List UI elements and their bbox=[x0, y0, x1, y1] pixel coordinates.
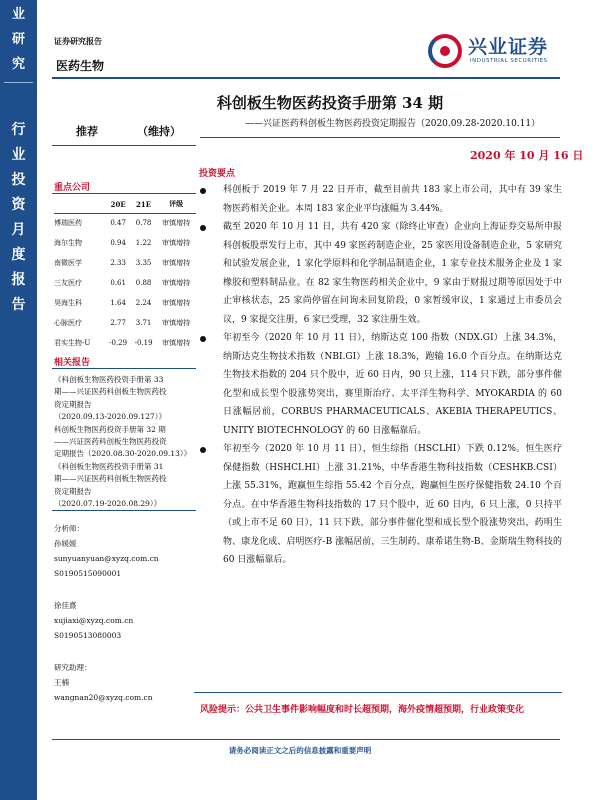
related-report-line[interactable]: 定期报告（2020.08.30-2020.09.13）》 bbox=[54, 449, 192, 459]
analyst-email[interactable]: xujiaxi@xyzq.com.cn bbox=[54, 616, 134, 625]
analyst-cert: S0190515090001 bbox=[54, 569, 122, 578]
eps-21e: 3.35 bbox=[135, 259, 152, 267]
analyst-email[interactable]: wangnan20@xyzq.com.cn bbox=[54, 693, 153, 702]
table-header-cell: 评级 bbox=[156, 196, 196, 213]
footer-divider bbox=[52, 739, 560, 740]
related-report-line[interactable]: 《科创板生物医药投资手册第 31 bbox=[54, 461, 164, 471]
rating-divider bbox=[52, 145, 196, 146]
industry-label: 医药生物 bbox=[56, 59, 105, 73]
report-subtitle: ——兴证医药科创板生物医药投资定期报告（2020.09.28-2020.10.11） bbox=[245, 119, 541, 129]
rating-cell: 审慎增持 bbox=[162, 279, 191, 287]
table-header-cell: 21E bbox=[131, 196, 156, 213]
report-date: 2020 年 10 月 16 日 bbox=[470, 149, 584, 162]
bullet-item bbox=[200, 181, 562, 218]
risk-divider bbox=[194, 692, 562, 693]
band-char: 投 bbox=[11, 172, 26, 188]
company-name: 南微医学 bbox=[54, 259, 82, 267]
report-type: 证券研究报告 bbox=[54, 36, 102, 46]
report-title: 科创板生物医药投资手册第 34 期 bbox=[216, 94, 444, 112]
eps-21e: 2.24 bbox=[135, 299, 152, 307]
rating-cell: 审慎增持 bbox=[162, 239, 191, 247]
rating-cell: 审慎增持 bbox=[162, 299, 191, 307]
table-header-cell: 20E bbox=[105, 196, 130, 213]
table-header-row bbox=[54, 196, 196, 213]
company-name: 昊海生科 bbox=[54, 299, 82, 307]
related-reports-list bbox=[54, 374, 198, 510]
investment-points bbox=[200, 181, 562, 570]
top-rule bbox=[200, 137, 560, 138]
band-char: 行 bbox=[11, 122, 26, 138]
table-header-cell bbox=[54, 196, 105, 213]
bullet-dot-icon bbox=[200, 188, 206, 194]
band-char: 研 bbox=[11, 32, 25, 47]
rating-cell: 审慎增持 bbox=[162, 219, 191, 228]
analyst-role: 研究助理： bbox=[54, 663, 92, 672]
related-report-line[interactable]: （2020.09.13-2020.09.127）》 bbox=[54, 412, 166, 422]
band-vertical-label bbox=[0, 118, 37, 318]
eps-20e: 2.77 bbox=[110, 319, 126, 327]
band-char: 告 bbox=[11, 297, 26, 313]
related-report-line[interactable]: （2020.07.19-2020.08.29）》 bbox=[54, 499, 162, 509]
related-report-line[interactable]: 资定期报告 bbox=[54, 486, 92, 496]
eps-20e: -0.29 bbox=[109, 339, 128, 347]
eps-21e: 3.71 bbox=[135, 319, 152, 327]
analyst-cert: S0190513080003 bbox=[54, 631, 122, 640]
table-row bbox=[54, 293, 196, 313]
company-name: 三友医疗 bbox=[54, 279, 82, 287]
band-char: 度 bbox=[11, 247, 26, 263]
bullet-item bbox=[200, 218, 562, 329]
eps-20e: 2.33 bbox=[110, 259, 126, 267]
band-char: 究 bbox=[11, 57, 25, 72]
band-separator bbox=[4, 82, 33, 83]
key-companies-divider bbox=[52, 193, 196, 194]
analyst-block bbox=[54, 598, 198, 643]
analysts-section bbox=[54, 521, 198, 722]
company-logo bbox=[428, 30, 560, 74]
bullet-dot-icon bbox=[200, 225, 206, 231]
company-name: 心脉医疗 bbox=[54, 319, 82, 327]
bullet-dot-icon bbox=[200, 336, 206, 342]
disclaimer-footer: 请务必阅读正文之后的信息披露和重要声明 bbox=[228, 746, 372, 755]
band-top-label bbox=[0, 0, 37, 77]
analyst-block bbox=[54, 660, 198, 705]
table-row bbox=[54, 213, 196, 233]
analyst-name: 王楠 bbox=[54, 678, 69, 687]
band-char: 月 bbox=[11, 222, 26, 238]
related-report-line[interactable]: ——兴证医药科创板生物医药投资 bbox=[54, 437, 167, 447]
band-char: 业 bbox=[11, 7, 25, 22]
rating-cell: 审慎增持 bbox=[162, 339, 191, 347]
eps-20e: 0.94 bbox=[110, 239, 126, 247]
investment-points-heading: 投资要点 bbox=[199, 169, 236, 179]
rating-label: 推荐 bbox=[76, 125, 98, 138]
related-report-line[interactable]: 《科创板生物医药投资手册第 33 bbox=[54, 375, 164, 384]
logo-name-cn: 兴业证券 bbox=[468, 36, 549, 58]
band-char: 资 bbox=[11, 197, 26, 213]
bullet-text: 年初至今（2020 年 10 月 11 日），纳斯达克 100 指数（NDX.GI）上涨 34.3%，纳斯达克生物技术指数（NBI.GI）上涨 18.3%，跑输 16.0 个百分点。在纳斯达克生物技术指数的 204 只个股中，近 60 日内，90 只上涨，114 只下跌，部分事件催化型和成长型个股涨势突出，赛里斯治疗、太平洋生物科学、MYOKARDIA 的 60 日涨幅居前，CORBUS PHARMACEUTICALS、AKEBIA THERAPEUTICS、UNITY BIOTECHNOLOGY 的 60 日涨幅靠后。 bbox=[223, 333, 562, 436]
bullet-item bbox=[200, 440, 562, 570]
company-name: 君实生物-U bbox=[54, 339, 91, 347]
table-row bbox=[54, 313, 196, 333]
rating-cell: 审慎增持 bbox=[162, 319, 191, 327]
eps-21e: 1.22 bbox=[135, 239, 152, 247]
analyst-name: 孙媛媛 bbox=[54, 539, 77, 548]
analyst-role: 分析师： bbox=[54, 524, 84, 533]
bullet-text: 年初至今（2020 年 10 月 11 日），恒生综指（HSCLHI）下跌 0.12%。恒生医疗保健指数（HSHCI.HI）上涨 31.21%，中华香港生物科技指数（CESHKB.CSI）上涨 55.31%，跑赢恒生综指 55.42 个百分点，跑赢恒生医疗保健指数 24.10 个百分点。在中华香港生物科技指数的 17 只个股中，近 60 日内，6 只上涨，0 只持平（或上市不足 60 日），11 只下跌，部分事件催化型和成长型个股涨势突出，药明生物、康龙化成、启明医疗-B 涨幅居前，三生制药、康希诺生物-B、金斯瑞生物科技的 60 日涨幅靠后。 bbox=[223, 444, 562, 565]
band-char: 业 bbox=[11, 147, 26, 163]
bullet-item bbox=[200, 329, 562, 440]
related-report-line[interactable]: 期——兴证医药科创板生物医药投 bbox=[54, 387, 167, 397]
logo-name-en: INDUSTRIAL SECURITIES bbox=[470, 58, 548, 64]
table-row bbox=[54, 333, 196, 353]
analysts-divider bbox=[52, 510, 196, 511]
company-name: 海尔生物 bbox=[54, 239, 82, 247]
eps-20e: 1.64 bbox=[110, 299, 126, 307]
analyst-block bbox=[54, 521, 198, 581]
company-name: 博瑞医药 bbox=[54, 219, 82, 228]
key-companies-heading: 重点公司 bbox=[54, 183, 91, 193]
related-reports-divider bbox=[52, 368, 196, 369]
risk-warning: 风险提示：公共卫生事件影响幅度和时长超预期，海外疫情超预期，行业政策变化 bbox=[200, 705, 525, 715]
related-report-line[interactable]: 资定期报告 bbox=[54, 399, 92, 409]
eps-21e: 0.78 bbox=[135, 219, 152, 228]
key-companies-table bbox=[54, 196, 196, 353]
related-report-line[interactable]: 科创板生物医药投资手册第 32 期 bbox=[54, 424, 166, 434]
eps-20e: 0.61 bbox=[110, 279, 126, 287]
rating-cell: 审慎增持 bbox=[162, 259, 191, 267]
table-row bbox=[54, 253, 196, 273]
band-char: 报 bbox=[11, 272, 26, 288]
logo-mark-icon bbox=[428, 34, 462, 68]
eps-21e: -0.19 bbox=[134, 339, 153, 347]
table-row bbox=[54, 233, 196, 253]
table-row bbox=[54, 273, 196, 293]
rating-status: （维持） bbox=[137, 125, 181, 138]
related-report-line[interactable]: 期——兴证医药科创板生物医药投 bbox=[54, 474, 167, 484]
header-divider bbox=[52, 77, 560, 79]
analyst-email[interactable]: sunyuanyuan@xyzq.com.cn bbox=[54, 554, 159, 563]
bullet-text: 截至 2020 年 10 月 11 日，共有 420 家（除终止审查）企业向上海证券交易所申报科创板股票发行上市，其中 49 家医药制造企业，25 家医用设备制造企业，5 家研究和试验发展企业，1 家化学原料和化学制品制造企业，1 家专业技术服务企业及 1 家橡胶和塑料制品业。在 82 家生物医药相关企业中，9 家由于财报过期等原因处于中止审核状态，25 家尚停留在问询未回复阶段，0 家暂缓审议，1 家通过上市委员会议，9 家提交注册，6 家已受理，32 家注册生效。 bbox=[223, 222, 562, 325]
bullet-text: 科创板于 2019 年 7 月 22 日开市，截至目前共 183 家上市公司，其中有 39 家生物医药相关企业。本周 183 家企业平均涨幅为 3.44%。 bbox=[223, 185, 562, 214]
eps-21e: 0.88 bbox=[135, 279, 152, 287]
related-reports-heading: 相关报告 bbox=[54, 358, 91, 368]
bullet-dot-icon bbox=[200, 447, 206, 453]
analyst-name: 徐佳熹 bbox=[54, 601, 77, 610]
eps-20e: 0.47 bbox=[110, 219, 126, 228]
